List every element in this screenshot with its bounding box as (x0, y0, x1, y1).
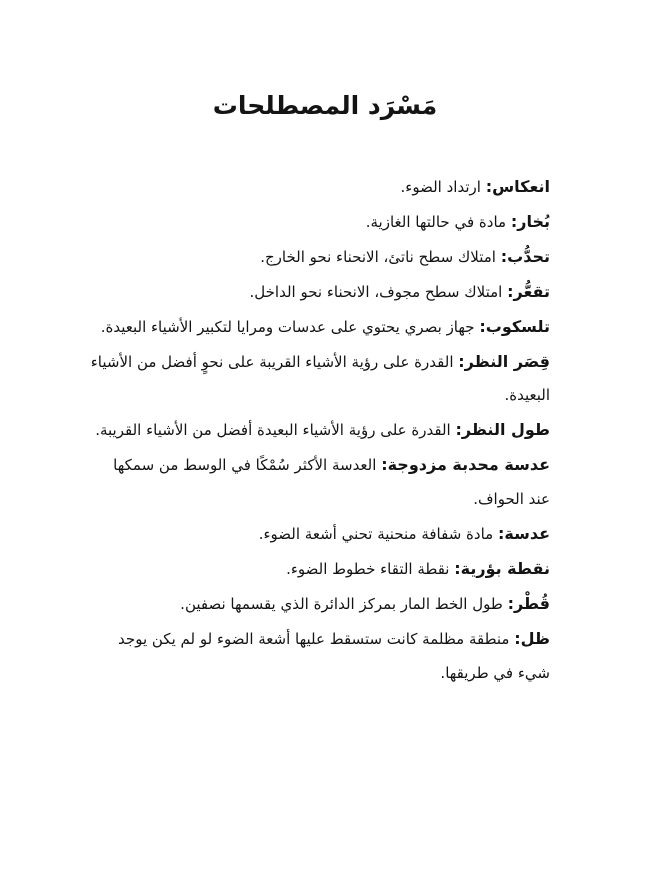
glossary-definition: ارتداد الضوء. (400, 178, 481, 196)
glossary-term: قُطْر: (507, 593, 550, 613)
glossary-definition: نقطة التقاء خطوط الضوء. (286, 559, 450, 578)
glossary-definition: امتلاك سطح مجوف، الانحناء نحو الداخل. (249, 282, 503, 301)
glossary-entry (90, 448, 550, 517)
glossary-entry (90, 170, 550, 205)
glossary-entry (90, 587, 550, 622)
glossary-definition: طول الخط المار بمركز الدائرة الذي يقسمها نصفين. (180, 594, 503, 613)
glossary-term: بُخار: (510, 211, 550, 231)
glossary-definition: القدرة على رؤية الأشياء القريبة على نحوٍ أفضل من الأشياء البعيدة. (90, 352, 550, 405)
glossary-entry (90, 310, 550, 345)
glossary-entry (90, 413, 550, 448)
glossary-term: عدسة: (497, 524, 550, 544)
glossary-definition: جهاز بصري يحتوي على عدسات ومرايا لتكبير الأشياء البعيدة. (100, 317, 475, 336)
page-title: مَسْرَد المصطلحات (212, 91, 438, 120)
glossary-entry (90, 517, 550, 552)
glossary-definition: مادة في حالتها الغازية. (365, 212, 507, 231)
glossary-term: قِصَر النظر: (458, 351, 550, 371)
glossary-entry (90, 622, 550, 691)
glossary-entry (90, 275, 550, 310)
glossary-definition: القدرة على رؤية الأشياء البعيدة أفضل من الأشياء القريبة. (95, 421, 451, 440)
glossary-entry (90, 205, 550, 240)
glossary-definition: منطقة مظلمة كانت ستسقط عليها أشعة الضوء لو لم يكن يوجد شيء في طريقها. (118, 629, 550, 682)
glossary-definition: امتلاك سطح ناتئ، الانحناء نحو الخارج. (260, 247, 496, 266)
glossary-term: عدسة محدبة مزدوجة: (381, 455, 550, 475)
glossary-entry (90, 552, 550, 587)
glossary-entry (90, 240, 550, 275)
glossary-entry (90, 345, 550, 414)
glossary-term: تحدُّب: (500, 246, 550, 266)
glossary-term: طول النظر: (455, 420, 550, 440)
glossary-definition: العدسة الأكثر سُمْكًا في الوسط من سمكها عند الحواف. (113, 456, 550, 509)
glossary-term: ظل: (514, 628, 550, 648)
glossary-term: تلسكوب: (479, 316, 550, 336)
glossary-definition: مادة شفافة منحنية تحني أشعة الضوء. (258, 525, 494, 544)
glossary-term: نقطة بؤرية: (454, 558, 550, 578)
glossary-term: انعكاس: (485, 177, 550, 196)
glossary-list (90, 170, 550, 691)
glossary-term: تقعُّر: (507, 281, 550, 301)
